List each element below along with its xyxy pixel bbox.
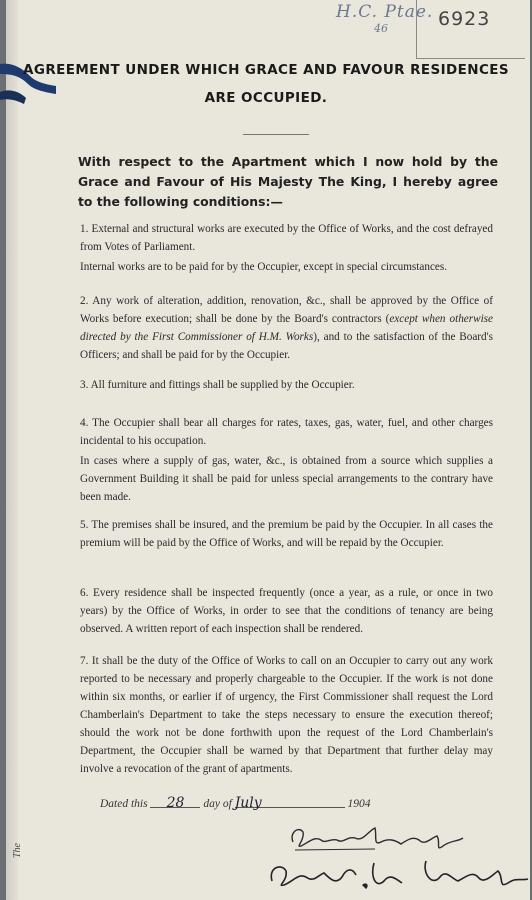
dated-prefix: Dated this [100, 798, 148, 810]
dated-line [100, 795, 371, 810]
page-edge-shadow [6, 0, 18, 900]
clause-4-note: In cases where a supply of gas, water, &c., is obtained from a source which supplies a Government Building it shall be paid for unless special arrangements to the contrary have been made. [80, 455, 493, 503]
clause-6: 6. Every residence shall be inspected frequently (once a year, as a rule, or once in two years) by the Office of Works, in order to see that the conditions of tenancy are being observed. A written report of each inspection shall be rendered. [80, 587, 493, 635]
handwritten-annotation-number: 46 [374, 22, 388, 35]
clause-2 [80, 292, 493, 364]
clause-1: 1. External and structural works are executed by the Office of Works, and the cost defrayed from Votes of Parliament. [80, 223, 493, 253]
signature-1 [285, 822, 485, 858]
clause-4: 4. The Occupier shall bear all charges for rates, taxes, gas, water, fuel, and other charges incidental to his occupation. [80, 417, 493, 447]
intro-paragraph: With respect to the Apartment which I now hold by the Grace and Favour of His Majesty The King, I hereby agree to the following conditions:— [78, 154, 498, 209]
clause-7: 7. It shall be the duty of the Office of Works to call on an Occupier to carry out any work reported to be necessary and properly chargeable to the Occupier. If the work is not done within six months, or earlier if of urgency, the First Commissioner shall request the Lord Chamberlain's Department to take the steps necessary to ensure the execution thereof; should the work not be done forthwith upon the request of the Lord Chamberlain's Department, the Occupier shall be warned by that Department that further delay may involve a revocation of the grant of apartments. [80, 655, 493, 775]
month-value: July [234, 795, 262, 811]
signature-2 [266, 855, 530, 897]
handwritten-annotation: H.C. Ptae. [336, 2, 434, 22]
day-of-label: day of [203, 798, 232, 810]
title-divider [243, 134, 309, 135]
day-value: 28 [166, 795, 185, 811]
clause-5: 5. The premises shall be insured, and the premium be paid by the Occupier. In all cases the premium will be paid by the Office of Works, and will be repaid by the Occupier. [80, 519, 493, 549]
document-title-line2: ARE OCCUPIED. [204, 90, 328, 106]
document-title-line1: AGREEMENT UNDER WHICH GRACE AND FAVOUR RESIDENCES [22, 62, 510, 78]
margin-note: The [12, 843, 23, 858]
clause-1-note: Internal works are to be paid for by the Occupier, except in special circumstances. [80, 261, 448, 273]
clause-3: 3. All furniture and fittings shall be supplied by the Occupier. [80, 379, 355, 391]
year-label: 1904 [347, 798, 371, 810]
clause-2-text-italic: except when otherwise directed by the First Commissioner of H.M. Works [80, 313, 493, 343]
month-field [234, 795, 345, 811]
reference-number: 6923 [438, 8, 491, 30]
day-field [150, 795, 200, 811]
clause-2-text-start: 2. Any work of alteration, addition, renovation, &c., shall be approved by the Office of Works before execution; shall be done by the Board's contractors ( [80, 295, 493, 325]
clause-2-text-end: ), and to the satisfaction of the Board's Officers; and shall be paid for by the Occupier. [80, 331, 493, 361]
